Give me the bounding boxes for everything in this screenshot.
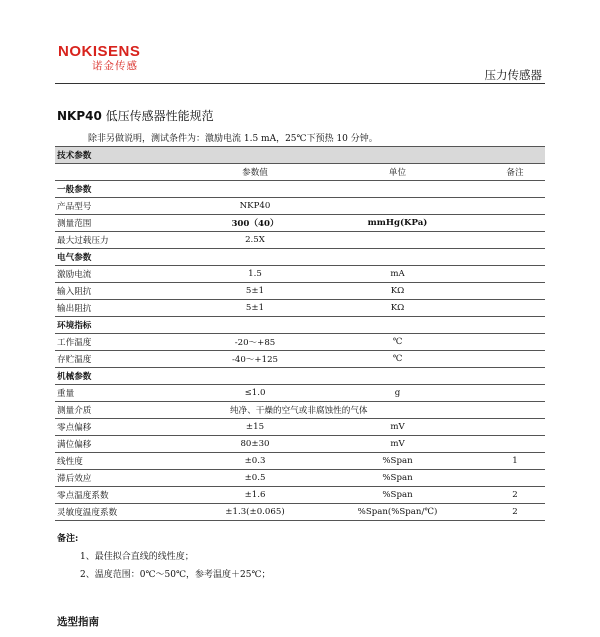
param-note xyxy=(485,385,545,402)
param-value: ±0.5 xyxy=(200,470,310,487)
param-name: 存贮温度 xyxy=(55,351,200,368)
notes-title: 备注: xyxy=(57,534,79,544)
table-row xyxy=(55,283,545,300)
logo-text-en: NOKISENS xyxy=(58,43,141,60)
table-row xyxy=(55,334,545,351)
table-row xyxy=(55,419,545,436)
param-unit: mA xyxy=(310,266,485,283)
param-unit: KΩ xyxy=(310,283,485,300)
param-note xyxy=(485,215,545,232)
param-name: 产品型号 xyxy=(55,198,200,215)
table-row xyxy=(55,470,545,487)
param-note xyxy=(485,436,545,453)
param-value: ±1.6 xyxy=(200,487,310,504)
param-value: ±0.3 xyxy=(200,453,310,470)
table-row xyxy=(55,504,545,521)
param-name: 输出阻抗 xyxy=(55,300,200,317)
section-title: 一般参数 xyxy=(55,181,545,198)
table-row xyxy=(55,215,545,232)
param-unit: mV xyxy=(310,436,485,453)
param-value: -40～+125 xyxy=(200,351,310,368)
param-unit: ℃ xyxy=(310,351,485,368)
table-header: 技术参数 xyxy=(55,147,545,164)
table-row xyxy=(55,300,545,317)
param-unit xyxy=(310,232,485,249)
param-unit xyxy=(310,198,485,215)
param-value: NKP40 xyxy=(200,198,310,215)
param-note: 1 xyxy=(485,453,545,470)
param-name: 激励电流 xyxy=(55,266,200,283)
param-name: 线性度 xyxy=(55,453,200,470)
table-row xyxy=(55,266,545,283)
param-name: 灵敏度温度系数 xyxy=(55,504,200,521)
table-row xyxy=(55,351,545,368)
table-row xyxy=(55,385,545,402)
table-row xyxy=(55,402,545,419)
document-category: 压力传感器 xyxy=(484,68,542,82)
param-unit: %Span(%Span/℃) xyxy=(310,504,485,521)
section-title: 电气参数 xyxy=(55,249,545,266)
param-note xyxy=(485,402,545,419)
param-note: 2 xyxy=(485,487,545,504)
section-row xyxy=(55,317,545,334)
param-value: 80±30 xyxy=(200,436,310,453)
column-header-unit: 单位 xyxy=(310,164,485,181)
param-value: ±1.3(±0.065) xyxy=(200,504,310,521)
param-note xyxy=(485,300,545,317)
param-unit: mV xyxy=(310,419,485,436)
param-name: 工作温度 xyxy=(55,334,200,351)
param-unit: mmHg(KPa) xyxy=(310,215,485,232)
param-unit: g xyxy=(310,385,485,402)
column-header-note: 备注 xyxy=(485,164,545,181)
param-value: 纯净、干燥的空气或非腐蚀性的气体 xyxy=(200,402,485,419)
param-note xyxy=(485,470,545,487)
param-note xyxy=(485,334,545,351)
param-note xyxy=(485,351,545,368)
table-row xyxy=(55,453,545,470)
param-value: 2.5X xyxy=(200,232,310,249)
param-name: 最大过载压力 xyxy=(55,232,200,249)
param-name: 滞后效应 xyxy=(55,470,200,487)
param-note xyxy=(485,419,545,436)
param-note xyxy=(485,283,545,300)
param-value: ≤1.0 xyxy=(200,385,310,402)
note-item: 2、温度范围：0℃～50℃，参考温度＋25℃； xyxy=(80,570,271,580)
param-note: 2 xyxy=(485,504,545,521)
param-value: 1.5 xyxy=(200,266,310,283)
param-unit: %Span xyxy=(310,487,485,504)
param-note xyxy=(485,198,545,215)
test-conditions: 除非另做说明，测试条件为：激励电流 1.5 mA，25℃下预热 10 分钟。 xyxy=(88,134,378,144)
section-title: 机械参数 xyxy=(55,368,545,385)
logo-text-cn: 诺金传感 xyxy=(92,60,138,72)
param-unit: KΩ xyxy=(310,300,485,317)
param-note xyxy=(485,232,545,249)
section-row xyxy=(55,368,545,385)
param-unit: %Span xyxy=(310,453,485,470)
param-value: ±15 xyxy=(200,419,310,436)
section-row xyxy=(55,249,545,266)
table-header-row xyxy=(55,147,545,164)
section-title: 环境指标 xyxy=(55,317,545,334)
table-row xyxy=(55,198,545,215)
param-unit: ℃ xyxy=(310,334,485,351)
param-value: 5±1 xyxy=(200,300,310,317)
selection-guide-title: 选型指南 xyxy=(57,616,99,628)
table-row xyxy=(55,232,545,249)
param-name: 输入阻抗 xyxy=(55,283,200,300)
param-value: 300（40） xyxy=(200,215,310,232)
table-row xyxy=(55,436,545,453)
param-name: 满位偏移 xyxy=(55,436,200,453)
company-logo xyxy=(58,44,140,73)
section-row xyxy=(55,181,545,198)
document-title xyxy=(57,107,214,124)
title-text: 低压传感器性能规范 xyxy=(101,109,214,123)
column-header-value: 参数值 xyxy=(200,164,310,181)
param-name: 零点温度系数 xyxy=(55,487,200,504)
param-value: -20～+85 xyxy=(200,334,310,351)
spec-table xyxy=(55,146,545,521)
param-name: 测量范围 xyxy=(55,215,200,232)
column-header-row xyxy=(55,164,545,181)
table-row xyxy=(55,487,545,504)
param-value: 5±1 xyxy=(200,283,310,300)
param-name: 测量介质 xyxy=(55,402,200,419)
note-item: 1、最佳拟合直线的线性度； xyxy=(80,552,194,562)
param-name: 零点偏移 xyxy=(55,419,200,436)
column-header-param xyxy=(55,164,200,181)
param-note xyxy=(485,266,545,283)
model-name: NKP40 xyxy=(57,109,102,123)
param-unit: %Span xyxy=(310,470,485,487)
header-divider xyxy=(55,83,545,84)
param-name: 重量 xyxy=(55,385,200,402)
